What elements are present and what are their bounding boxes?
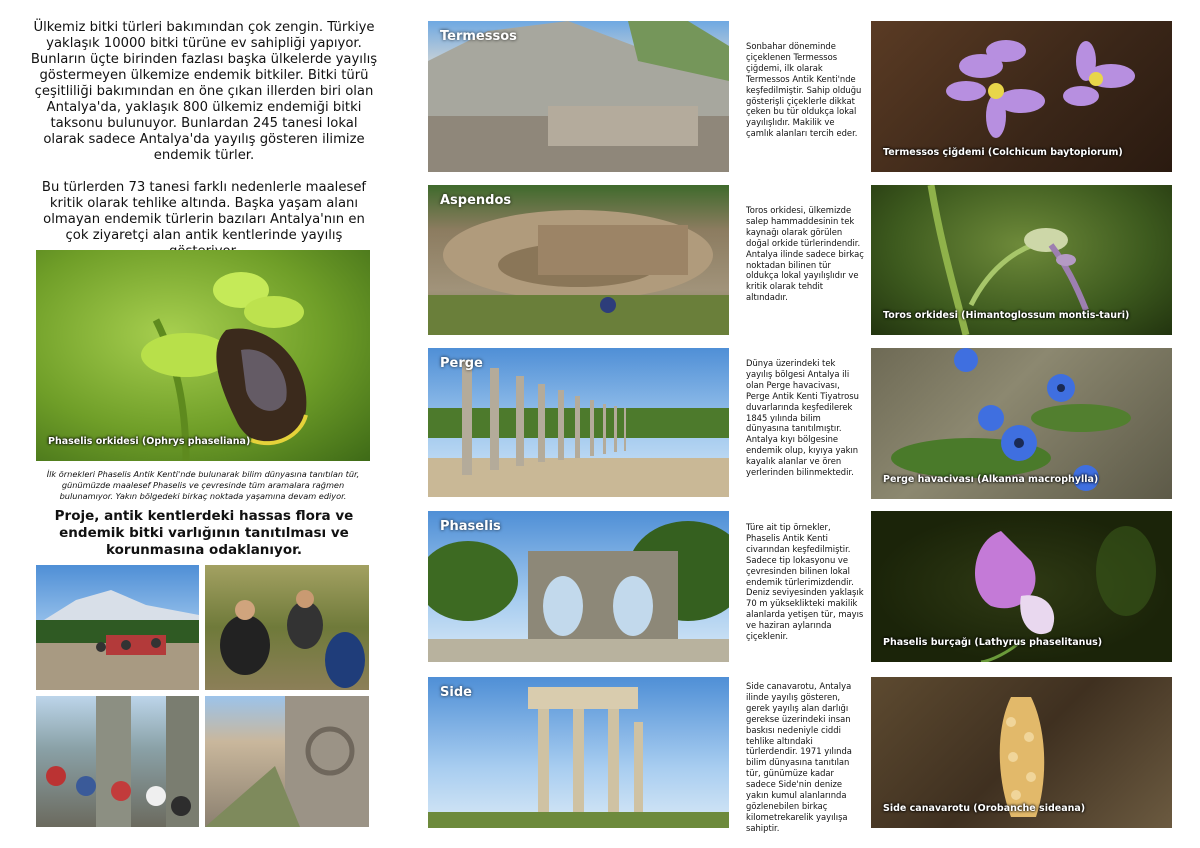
- plant-caption-aspendos: Toros orkidesi (Himantoglossum montis-tauri): [883, 310, 1130, 321]
- plant-photo-side: [871, 677, 1172, 828]
- site-photo-perge: [428, 348, 729, 497]
- mountain-scene: [36, 565, 199, 690]
- main-photo-note: İlk örnekleri Phaselis Antik Kenti'nde bulunarak bilim dünyasına tanıtılan tür, günümüzde maalesef Phaselis ve çevresinde tüm aramalara rağmen bulunamıyor. Yakın bölgedeki birkaç noktada yaşamına devam ediyor.: [46, 469, 360, 501]
- site-photo-termessos: [428, 21, 729, 172]
- plant-photo-perge: [871, 348, 1172, 499]
- collage-photo-group-mountain: [36, 565, 199, 690]
- site-label-perge: Perge: [440, 356, 483, 371]
- site-label-side: Side: [440, 685, 472, 700]
- plant-photo-phaselis: [871, 511, 1172, 662]
- description-side: Side canavarotu, Antalya ilinde yayılış gösteren, gerek yayılış alan darlığı gerekse üzerindeki insan baskısı nedeniyle ciddi tehlike altındaki türlerdendir. 1971 yılında bilim dünyasına tanıtılan tür, günümüze kadar sadece Side'nin denize yakın kumul alanlarında gözlenebilen birkaç kilometrekarelik yayılışa sahiptir.: [746, 681, 852, 833]
- site-photo-aspendos: [428, 185, 729, 335]
- collage-photo-guided-tour: [36, 696, 199, 827]
- site-photo-phaselis: [428, 511, 729, 662]
- site-label-phaselis: Phaselis: [440, 519, 501, 534]
- intro-paragraph-2: Bu türlerden 73 tanesi farklı nedenlerle maalesef kritik olarak tehlike altında. Başka yaşam alanı olmayan endemik türlerin bazıları Antalya'nın en çok ziyaretçi alan antik kentlerinde yayılış: [41, 180, 367, 243]
- plant-caption-phaselis: Phaselis burçağı (Lathyrus phaselitanus): [883, 637, 1103, 648]
- orchid-illustration: [36, 250, 370, 461]
- phaselis-orchid-photo: [36, 250, 370, 461]
- main-photo-caption: Phaselis orkidesi (Ophrys phaseliana): [48, 436, 251, 447]
- description-aspendos: Toros orkidesi, ülkemizde salep hammaddesinin tek kaynağı olarak görülen doğal orkide türlerindendir. Antalya ilinde sadece birkaç noktadan bilinen tür oldukça lokal yayılışlıdır ve kritik olarak tehdit altındadır.: [746, 205, 864, 303]
- plant-caption-perge: Perge havacivası (Alkanna macrophylla): [883, 474, 1099, 485]
- plant-photo-aspendos: [871, 185, 1172, 335]
- side-temple: [428, 677, 729, 828]
- ruins-relief-scene: [205, 696, 369, 827]
- description-termessos: Sonbahar döneminde çiçeklenen Termessos çiğdemi, ilk olarak Termessos Antik Kenti'nde keşfedilmiştir. Sahip olduğu gösterişli çiçeklerle dikkat çeken bu tür oldukça lokal yayılışlıdır. Makilik ve çamlık alanları tercih eder.: [746, 41, 862, 139]
- plant-photo-termessos: [871, 21, 1172, 172]
- site-label-termessos: Termessos: [440, 29, 517, 44]
- collage-photo-fieldwork: [205, 565, 369, 690]
- description-phaselis: Türe ait tip örnekler, Phaselis Antik Kenti civarından keşfedilmiştir. Sadece tip lokasyonu ve çevresinden bilinen lokal endemik türlerimizdendir. Deniz seviyesinden yaklaşık 70 m yükseklikteki makilik alanlarda yetişen tür, mayıs ve haziran aylarında çiçeklenir.: [746, 522, 864, 642]
- project-headline: Proje, antik kentlerdeki hassas flora ve endemik bitki varlığının tanıtılması ve korunmasına odaklanıyor.: [54, 508, 354, 558]
- fieldwork-scene: [205, 565, 369, 690]
- site-photo-side: [428, 677, 729, 828]
- intro-paragraph-1: Ülkemiz bitki türleri bakımından çok zengin. Türkiye yaklaşık 10000 bitki türüne ev sahipliği yapıyor. Bunların üçte birinden fazlası başka ülkelerde yayılış göstermeyen ülkemize endemik bitkiler. Bitki türü çeşitliliği bakımından en öne çıkan illerden biri olan Antalya'da, yaklaşık 800 ülkemiz endemiği bitki taksonu bulunuyor. Bunlardan 245 tanesi lokal olarak sadece Antalya'da yayılış gösteren ilimize endemik türler.: [30, 20, 378, 163]
- description-perge: Dünya üzerindeki tek yayılış bölgesi Antalya ili olan Perge havacivası, Perge Antik Kenti Tiyatrosu duvarlarında keşfedilerek 1845 yılında bilim dünyasına tanıtılmıştır. Antalya kıyı bölgesine endemik olup, kıyıya yakın kayalık alanlar ve ören yerlerinden bilinmektedir.: [746, 358, 859, 478]
- plant-caption-side: Side canavarotu (Orobanche sideana): [883, 803, 1086, 814]
- collage-photo-ruins-relief: [205, 696, 369, 827]
- plant-caption-termessos: Termessos çiğdemi (Colchicum baytopiorum): [883, 147, 1123, 158]
- tour-scene: [36, 696, 199, 827]
- site-label-aspendos: Aspendos: [440, 193, 512, 208]
- intro-text: [30, 20, 378, 276]
